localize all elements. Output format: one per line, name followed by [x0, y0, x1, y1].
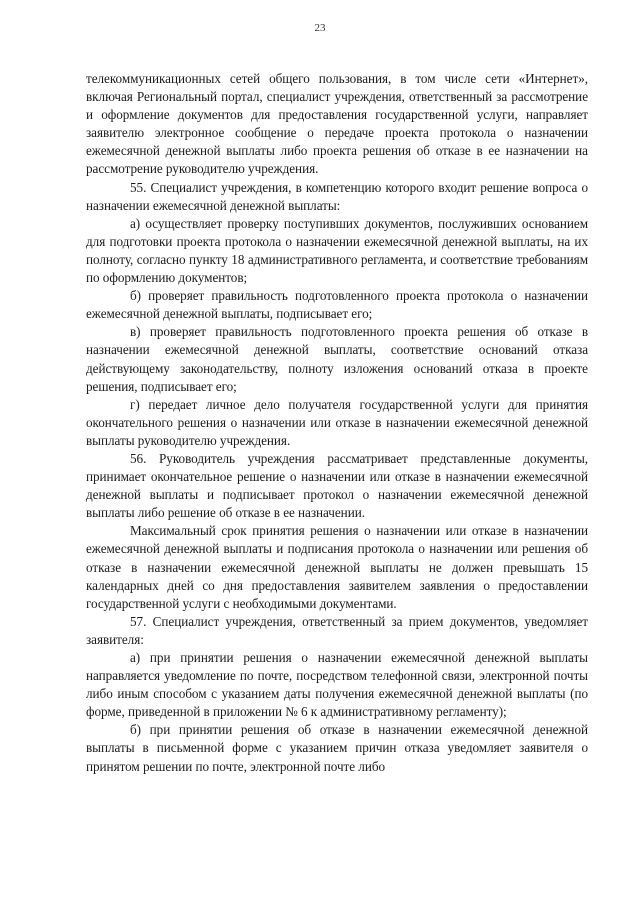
- paragraph-item-55-b: б) проверяет правильность подготовленного проекта протокола о назначении ежемесячной денежной выплаты, подписывает его;: [86, 288, 588, 322]
- paragraph-item-56: 56. Руководитель учреждения рассматривает представленные документы, принимает окончательное решение о назначении или отказе в назначении ежемесячной денежной выплаты и подписывает протокол о назначении ежемесячной денежной выплаты либо решение об отказе в ее назначении.: [86, 450, 588, 521]
- paragraph-item-57: 57. Специалист учреждения, ответственный за прием документов, уведомляет заявителя:: [86, 613, 588, 647]
- page-number: 23: [314, 22, 326, 34]
- paragraph-item-55-v: в) проверяет правильность подготовленного проекта решения об отказе в назначении ежемесячной денежной выплаты, соответствие оснований отказа действующему законодательству, полноту изложения оснований отказа в проекте решения, подписывает его;: [86, 324, 588, 394]
- paragraph-item-57-a: а) при принятии решения о назначении ежемесячной денежной выплаты направляется уведомление по почте, посредством телефонной связи, электронной почты либо иным способом с указанием даты получения ежемесячной денежной выплаты (по форме, приведенной в приложении № 6 к административному регламенту);: [86, 650, 588, 720]
- paragraph-item-55: 55. Специалист учреждения, в компетенцию которого входит решение вопроса о назначении ежемесячной денежной выплаты:: [86, 179, 588, 213]
- paragraph-item-55-g: г) передает личное дело получателя государственной услуги для принятия окончательного решения о назначении или отказе в назначении ежемесячной денежной выплаты руководителю учреждения.: [86, 396, 588, 448]
- paragraph-item-55-a: а) осуществляет проверку поступивших документов, послуживших основанием для подготовки проекта протокола о назначении ежемесячной денежной выплаты, на их полноту, согласно пункту 18 административного регламента, и соответствие требованиям по оформлению документов;: [86, 215, 588, 286]
- paragraph-continuation: телекоммуникационных сетей общего пользования, в том числе сети «Интернет», включая Региональный портал, специалист учреждения, ответственный за рассмотрение и оформление документов для предоставления государственной услуги, направляет заявителю электронное сообщение о передаче проекта протокола о назначении ежемесячной денежной выплаты либо проекта решения об отказе в ее назначении на рассмотрение руководителю учреждения.: [86, 71, 588, 177]
- paragraph-max-term: Максимальный срок принятия решения о назначении или отказе в назначении ежемесячной денежной выплаты и подписания протокола о назначении или решения об отказе в назначении ежемесячной денежной выплаты не должен превышать 15 календарных дней со дня предоставления заявителем заявления о предоставлении государственной услуги с необходимыми документами.: [86, 523, 588, 611]
- paragraph-item-57-b: б) при принятии решения об отказе в назначении ежемесячной денежной выплаты в письменной форме с указанием причин отказа уведомляет заявителя о принятом решении по почте, электронной почте либо: [86, 722, 588, 774]
- document-body: [86, 70, 588, 776]
